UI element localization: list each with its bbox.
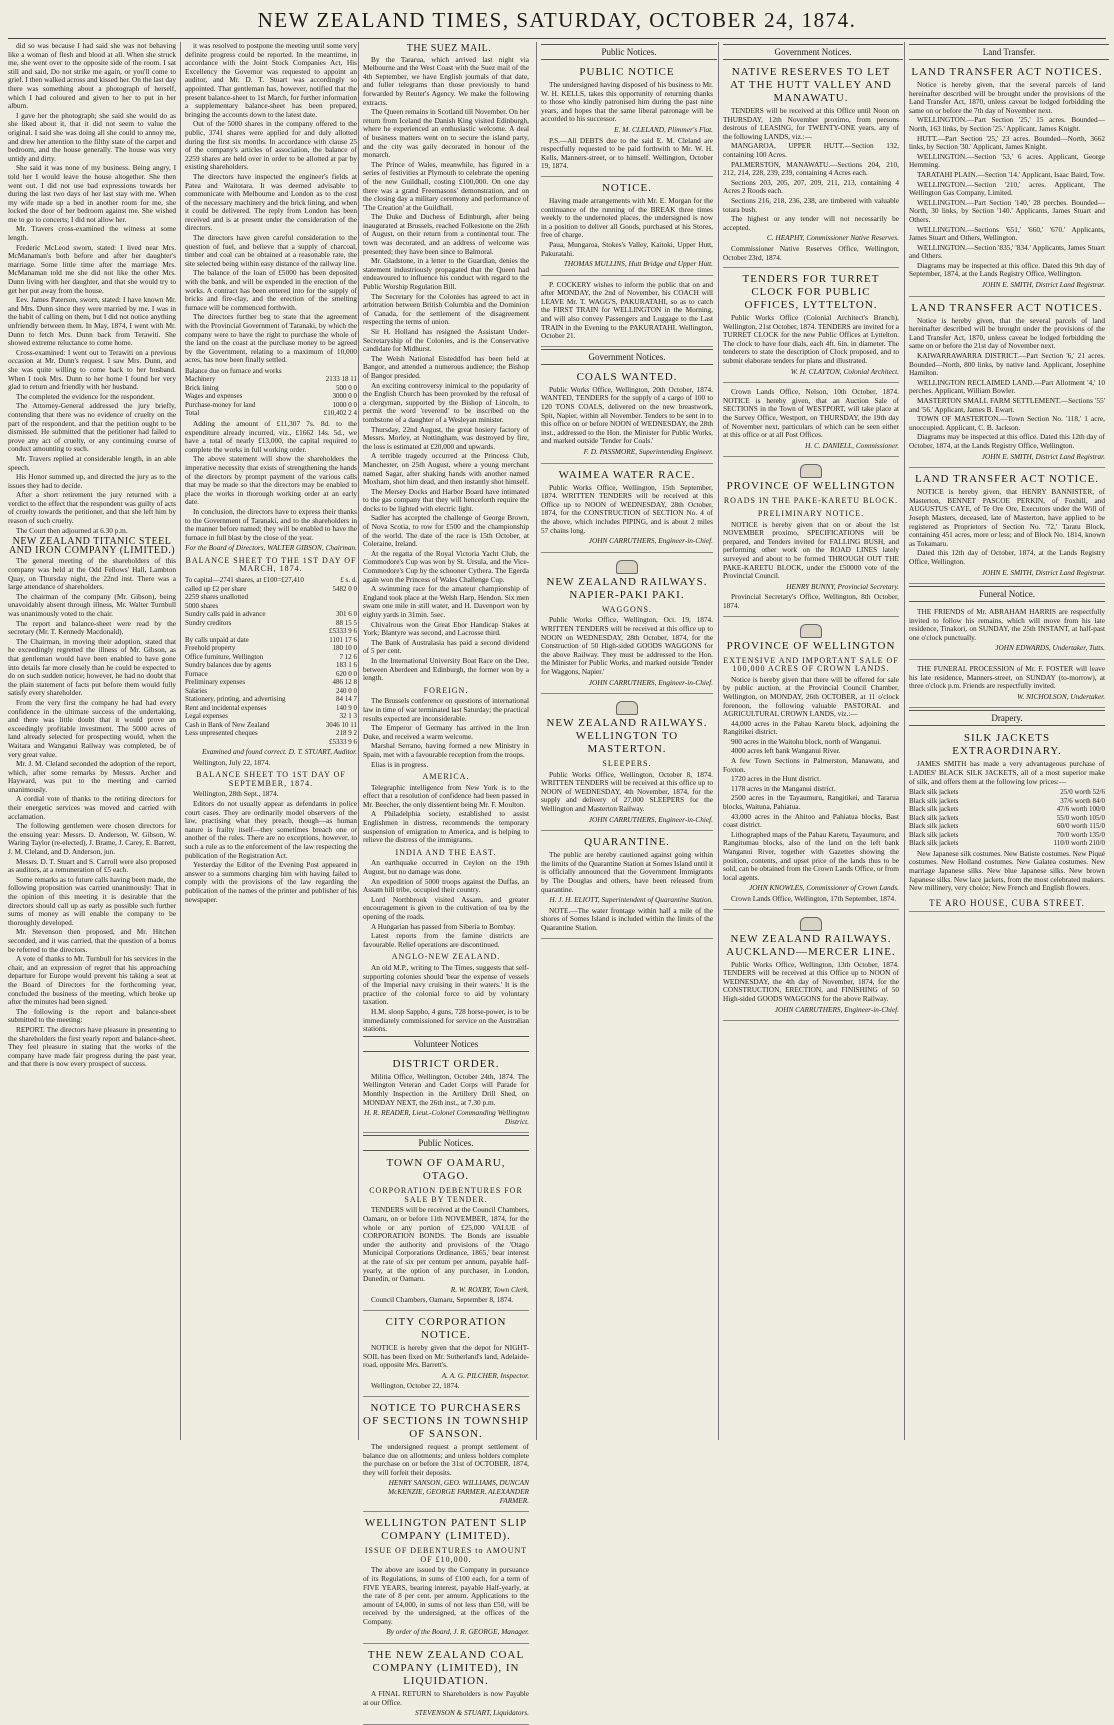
lt3-body: NOTICE is hereby given, that HENRY BANNISTER, of Masterton, BENNET PASCOE PERKIN, of Foxhill, and AUGUSTUS CAYE, of Te Ore Ore, Executors under the Will of Joseph Masters, deceased, late of Masterton, have applied to be registered as Proprietors of Section No. '72,' Taratu Block, containing 451 acres, more or less; and of Block No. 1814, known as Tokamaru. — [909, 487, 1105, 548]
paragraph: The Secretary for the Colonies has agreed to act in arbitration between British Columbia and the Dominion of Canada, for the settlement of the disagreement respecting the terms of union. — [363, 291, 529, 327]
oamaru-sig: R. W. ROXBY, Town Clerk. — [450, 1284, 529, 1294]
government-notices-header: Government Notices. — [723, 44, 903, 60]
paragraph: REPORT. The directors have pleasure in presenting to the shareholders the first yearly report and balance-sheet. They feel pleasure in stating that the works of the company have made fair progress during the past year, and that there is now every prospect of success. — [8, 1024, 176, 1069]
paragraph: By the Tararua, which arrived last night via Melbourne and the West Coast with the Suez mail of the 4th September, we have English journals of that date, and fuller telegrams than those previously to hand forwarded by Reuter's Agency. We make the following extracts. — [363, 54, 529, 107]
paragraph: The above statement will show the shareholders the imperative necessity that exists of strengthening the hands of the directors by prompt payment of the various calls that may be made so that the directors may be enabled to place the works in thorough working order at an early date. — [185, 454, 357, 507]
list-item: 1720 acres in the Hunt district. — [731, 774, 821, 784]
sheet-row: Furnace 620 0 0 — [185, 669, 357, 678]
sub-america: AMERICA. — [422, 772, 470, 782]
paragraph: The completed the evidence for the respondent. — [16, 391, 155, 401]
lt2-sig: JOHN E. SMITH, District Land Registrar. — [981, 451, 1105, 461]
pn2-places: Paua, Mungaroa, Stokes's Valley, Kaitoki, Upper Hutt, Pakuratahi. — [541, 239, 713, 258]
suez-body — [363, 56, 529, 683]
prov2-body2: Lithographed maps of the Pahau Karetu, Tayaumuru, and Rangitumau blocks, also of the land on the left bank Wanganui River, together with Gazettes showing the position, contents, and upset price of the lands thus to be sold, can be obtained from the Crown Lands Office, or from local agents. — [723, 829, 899, 882]
list-item: 43,000 acres in the Ahitoo and Pahiatua blocks, Bast coast district. — [723, 811, 899, 830]
lt1-note: Diagrams may be inspected at this office. Dated this 9th day of September, 1874, at the Lands Registry Office, Wellington. — [909, 260, 1105, 279]
waimea-ad — [541, 466, 713, 553]
column-6 — [904, 42, 1109, 1440]
paragraph: Out of the 5000 shares in the company offered to the public, 3741 shares were applied for and duly allotted during the first six months. In accordance with clause 25 of the company's articles of association, the balance of 2259 shares are held over in order to be allotted at par by existing shareholders. — [185, 119, 357, 172]
province-sale-ad — [723, 619, 899, 910]
price-row: Black silk jackets 47/6 worth 100/0 — [909, 805, 1105, 814]
sheet-row: Sundry calls paid in advance 301 6 0 — [185, 610, 357, 619]
list-item: WELLINGTON.—Sections '651,' '660,' '670.' Applicants, James Stuart and Others, Wellington. — [909, 224, 1105, 243]
price-row: Black silk jackets 70/0 worth 135/0 — [909, 830, 1105, 839]
quar-title: QUARANTINE. — [584, 836, 670, 849]
crown-sig: H. C. DANIELL, Commissioner. — [805, 440, 899, 450]
public-notice-3 — [541, 278, 713, 347]
sheet-row: 2259 shares unallotted — [185, 593, 248, 602]
list-item: TOWN OF MASTERTON.—Town Section No. '118,' 1 acre, unoccupied. Applicant, C. B. Jackson. — [909, 414, 1105, 432]
paragraph: The Queen remains in Scotland till November. On her return from Iceland the Danish King visited Edinburgh, where he experienced an enthusiastic welcome. A deal of business matters went on to secure the island party, and the city was gaily decorated in honour of the monarch. — [363, 107, 529, 160]
price-row: Black silk jackets 60/0 worth 115/0 — [909, 822, 1105, 831]
lt1-body: Notice is hereby given, that the several parcels of land hereinafter described will be brought under the provisions of the Land Transfer Act, 1870, unless caveat be lodged forbidding the same on or before the 7th day of November next. — [909, 80, 1105, 115]
native-date: Commissioner Native Reserves Office, Wellington, October 23rd, 1874. — [723, 243, 899, 262]
quar-sig: H. J. H. ELIOTT, Superintendent of Quarantine Station. — [549, 895, 713, 905]
heading-titanic: NEW ZEALAND TITANIC STEEL AND IRON COMPANY (LIMITED.) — [8, 536, 176, 556]
paragraph: From the very first the company he had had every confidence in the ultimate success of the undertaking, and there was little doubt that it would prove an exceedingly profitable investment. The 5000 acres of land already selected for prospecting would, when the Waitara and Wanganui Railway was completed, be of very great value. — [8, 697, 176, 759]
volunteer-notices-header: Volunteer Notices — [363, 1036, 529, 1052]
paragraph: Frederic McLeod sworn, stated: I lived near Mrs. McManaman's both before and after her daughter's marriage. Some little time after the marriage Mrs. McManaman told me she did not like the other Mrs. Dunn living with her daughter, and that she would try to get her put away from the house. — [8, 242, 176, 295]
list-item: 4000 acres left bank Wanganui River. — [731, 746, 841, 756]
paragraph: The Brussels conference on questions of international law in time of war terminated last Saturday; the practical results expected are inconsiderable. — [363, 696, 529, 723]
sheet-row: By calls unpaid at date 1101 17 6 — [185, 635, 357, 644]
slip-body: The above are issued by the Company in pursuance of its Regulations, in sums of £100 each, for a term of FIVE YEARS, bearing interest, payable Half-yearly, at the rate of 8 per cent. per annum. Applications to the amount of £4,000, in sums of not less than £50, will be received by the undersigned, at the offices of the Company. — [363, 1565, 529, 1626]
city-title: CITY CORPORATION NOTICE. — [385, 1316, 507, 1341]
paragraph: Sir H. Holland has resigned the Assistant Under-Secretaryship of the Colonies, and is the Conservative candidate for Midhurst. — [363, 327, 529, 354]
paragraph: The Prince of Wales, meanwhile, has figured in a series of festivities at Plymouth to celebrate the opening of the new Guildhall, costing £100,000. On one day there was a grand Freemasons' demonstration, and on the closing day a military ceremony and performance of 'The Creation' at the Guildhall. — [363, 159, 529, 212]
crest-icon — [616, 701, 638, 715]
paragraph: Some remarks as to future calls having been made, the following proposition was carried unanimously: That in the opinion of this meeting it is desirable that the directors should call up as early as possible such further sums of money as will enable the company to be thoroughly developed. — [8, 874, 176, 927]
land-transfer-2 — [909, 299, 1105, 469]
balance-table — [185, 367, 357, 418]
prov2-sub: EXTENSIVE AND IMPORTANT SALE OF 100,000 ACRES OF CROWN LANDS. — [723, 655, 899, 674]
lt2-list — [909, 352, 1105, 432]
lt2-body: Notice is hereby given, that the several parcels of land hereinafter described will be brought under the provisions of the Land Transfer Act, 1870, unless caveat be lodged forbidding the same on or before the 21st day of November next. — [909, 315, 1105, 351]
rail3-title: NEW ZEALAND RAILWAYS. AUCKLAND—MERCER LINE. — [726, 932, 896, 958]
fun1-body: THE FRIENDS of Mr. ABRAHAM HARRIS are respectfully invited to follow his remains, which will move from his late residence, Tinakori, on SUNDAY, the 25th INSTANT, at half-past one o'clock punctually. — [909, 607, 1105, 642]
paragraph: Mr. Travers cross-examined the witness at some length. — [8, 224, 176, 243]
lt2-title: LAND TRANSFER ACT NOTICES. — [911, 301, 1103, 314]
crest-icon — [800, 464, 822, 478]
column-2 — [180, 42, 357, 1440]
fun1-sig: JOHN EDWARDS, Undertaker, Tutts. — [995, 643, 1105, 653]
sheet-row: Sundry creditors 88 15 5 — [185, 618, 357, 627]
sheet-row: 5000 shares — [185, 601, 219, 610]
pn2-sig: THOMAS MULLINS, Hutt Bridge and Upper Hutt. — [563, 259, 713, 269]
turret-title: TENDERS FOR TURRET CLOCK FOR PUBLIC OFFICES, LYTTELTON. — [742, 273, 880, 312]
public-notice-2 — [541, 179, 713, 276]
drap-list: New Japanese silk costumes. New Batiste costumes. New Piqué costumes. New Holland costumes. New Galatea costumes. New marriage Japanese silks. New blue Japanese silks. New brown Japanese silks. New lace jackets, from the most celebrated makers. New millinery, very choice; New French and English flowers. — [909, 848, 1105, 893]
paragraph: The Bank of Australasia has paid a second dividend of 5 per cent. — [363, 637, 529, 656]
price-row: Black silk jackets 55/0 worth 105/0 — [909, 813, 1105, 822]
paragraph: The Duke and Duchess of Edinburgh, after being inaugurated at Brussels, reached Folkestone on the 26th of August, on their return from a continental tour. The town was decorated, and an address of welcome was presented; they have been since to Balmoral. — [363, 212, 529, 256]
paragraph: Latest reports from the famine districts are favourable. Relief operations are discontinued. — [363, 931, 529, 949]
date-1: Wellington, July 22, 1874. — [193, 757, 271, 767]
list-item: WELLINGTON.—Section '835,' '834.' Applicants, James Stuart and Others. — [909, 242, 1105, 261]
paragraph: In conclusion, the directors have to express their thanks to the Government of Taranaki, and to the shareholders in the manner before named; they will be enabled to have the furnace in full blast by the close of the year. — [185, 506, 357, 542]
list-item: 900 acres in the Waitohu block, north of Wanganui. — [731, 736, 882, 746]
list-item: 2500 acres in the Tayaumuru, Rangitikei, and Tararua blocks, Waituna, Pahiatua. — [723, 793, 899, 812]
native-reserves-ad — [723, 63, 899, 268]
quarantine-ad — [541, 833, 713, 938]
list-item: HUTT.—Part Section '25,' 23 acres. Bounded—North, 3662 links, by Section '30.' Applicant, James Knight. — [909, 133, 1105, 152]
balance-row: Purchase-money for land 1000 0 0 — [185, 400, 357, 409]
balance-row: Total £10,402 2 4 — [185, 409, 357, 418]
slip-title: WELLINGTON PATENT SLIP COMPANY (LIMITED). — [364, 1517, 528, 1543]
funeral-1 — [909, 605, 1105, 660]
list-item: TARATAHI PLAIN.—Section '14.' Applicant, Isaac Baird, Tow. — [917, 169, 1105, 179]
sheet-title: BALANCE SHEET TO THE 1ST DAY OF MARCH, 1874. — [185, 555, 357, 574]
paragraph: Eev. James Paterson, sworn, stated: I have known Mr. and Mrs. Dunn since they were married by me. I was in the habit of calling on them, but I did not notice anything unfriendly between them. In May, 1874, I went with Mr. Dunn to fetch Mrs. Dunn back from Terawiti. She showed extreme reluctance to come home. — [8, 295, 176, 348]
board-signature: For the Board of Directors, WALTER GIBSON, Chairman. — [185, 543, 357, 553]
balance-title: Balance due on furnace and works — [185, 366, 282, 375]
coals-body: Public Works Office, Wellington, 20th October, 1874. WANTED, TENDERS for the supply of a cargo of 100 to 120 TONS COALS, delivered on the new breastwork, Spit, Napier, within all November. Tenders to be sent in to this office on or before NOON of WEDNESDAY, the 28th inst., addressed to the Hon. the Minister for Public Works, and marked outside 'Tender for Coals.' — [541, 384, 713, 446]
list-item: Sections 203, 205, 207, 209, 211, 213, containing 4 Acres 2 Roods each. — [723, 177, 899, 196]
sheet-row: Salaries 240 0 0 — [185, 686, 357, 695]
list-item: MANGAROA, UPPER HUTT.—Section 132, containing 100 Acres. — [723, 141, 899, 159]
paragraph: The chairman of the company (Mr. Gibson), being unavoidably absent through illness, Mr. Walter Turnbull was unanimously voted to the chair. — [8, 591, 176, 618]
price-list — [909, 788, 1105, 848]
column-1-body — [8, 42, 176, 535]
rail2-sig: JOHN CARRUTHERS, Engineer-in-Chief. — [588, 814, 713, 824]
public-notices-header: Public Notices. — [541, 44, 717, 60]
paragraph: The Welsh National Eisteddfod has been held at Bangor, and attended a numerous audience; the Bishop of Bangor presided. — [363, 353, 529, 380]
paragraph: H.M. sloop Sappho, 4 guns, 728 horse-power, is to be immediately commissioned for service on the Australian stations. — [363, 1006, 529, 1034]
oamaru-ad — [363, 1154, 529, 1311]
price-row: Black silk jackets 37/6 worth 84/0 — [909, 796, 1105, 805]
public-notices-header-3: Public Notices. — [363, 1135, 529, 1151]
paragraph: An old M.P., writing to The Times, suggests that self-supporting colonies should 'bear the expense of vessels of the Imperial navy cruising in their waters.' It is the practice of the colonial force to aid by voluntary taxation. — [363, 962, 529, 1007]
prov1-sig: HENRY BUNNY, Provincial Secretary. — [786, 581, 899, 591]
sanson-ad — [363, 1399, 529, 1512]
column-4 — [536, 42, 717, 1440]
paragraph: The directors have inspected the engineer's fields at Patea and Waitotara. It was deemed advisable to communicate with Melbourne and London as to the cost of the necessary machinery and the brick lining, and when it could be delivered. The reply from London has been received and is at present under the consideration of the directors. — [185, 171, 357, 233]
list-item: A few Town Sections in Palmerston, Manawatu, and Foxton. — [723, 756, 899, 774]
province-roads-ad — [723, 459, 899, 616]
paragraph: An exciting controversy inimical to the popularity of the English Church has been provoked by the refusal of a clergyman, supported by the Bishop of Lincoln, to permit the word 'reverend' to be inscribed on the tombstone of a daughter of a Wesleyan minister. — [363, 380, 529, 424]
district-order-title: DISTRICT ORDER. — [392, 1057, 500, 1070]
paragraph: Telegraphic intelligence from New York is to the effect that a resolution of confidence had been passed in Mr. Beecher, the only dissentient being Mr. F. Moulton. — [363, 782, 529, 809]
drap-body: JAMES SMITH has made a very advantageous purchase of LADIES' BLACK SILK JACKETS, all of a most superior make of silk, and offers them at the following low prices:— — [909, 759, 1105, 786]
funeral-notice-header: Funeral Notice. — [909, 586, 1105, 602]
price-row: Black silk jackets 25/0 worth 52/6 — [909, 788, 1105, 797]
lt1-sig: JOHN E. SMITH, District Land Registrar. — [981, 280, 1105, 290]
balance-row: Brick lining 500 0 0 — [185, 383, 357, 392]
price-row: Black silk jackets 110/0 worth 210/0 — [909, 839, 1105, 848]
sheet2-title: BALANCE SHEET TO 1ST DAY OF SEPTEMBER, 1874. — [196, 770, 346, 788]
native-title: NATIVE RESERVES TO LET AT THE HUTT VALLEY AND MANAWATU. — [730, 66, 892, 104]
column-3 — [358, 42, 535, 1718]
paragraph: A cordial vote of thanks to the retiring directors for their energetic services was moved and carried with acclamation. — [8, 794, 176, 821]
rail1-sig: JOHN CARRUTHERS, Engineer-in-Chief. — [588, 677, 713, 687]
paragraph: A vote of thanks to Mr. Turnbull for his services in the chair, and an expression of regret that his approaching departure for Europe would prevent his taking a seat at the Board of Directors for the forthcoming year, concluded the business of the meeting, which broke up after the minutes had been signed. — [8, 954, 176, 1007]
oamaru-title: TOWN OF OAMARU, OTAGO. — [386, 1157, 506, 1183]
sheet-row: Less unpresented cheques 218 9 2 — [185, 729, 357, 738]
district-order-body: Militia Office, Wellington, October 24th, 1874. The Wellington Veteran and Cadet Corps will Parade for Monthly Inspection in the Artillery Drill Shed, on MONDAY NEXT, the 26th inst., at 7.30 p.m. — [363, 1071, 529, 1107]
heading-suez-mail: THE SUEZ MAIL. — [406, 43, 492, 54]
paragraph: Adding the amount of £11,307 7s. 8d. to the expenditure already incurred, viz., £1662 14s. 5d., we have a total of nearly £13,000, the capital required to complete the works in full working order. — [185, 418, 357, 454]
lt1-title: LAND TRANSFER ACT NOTICES. — [911, 66, 1103, 78]
paragraph: His Honor summed up, and directed the jury as to the issues they had to decide. — [8, 472, 176, 490]
coal-sig: STEVENSON & STUART, Liquidators. — [415, 1708, 529, 1718]
balance-row: Wages and expenses 3000 0 0 — [185, 392, 357, 401]
drapery-ad — [909, 729, 1105, 912]
closing-para-2: Yesterday the Editor of the Evening Post appeared in answer to a summons charging him with having failed to comply with the provisions of the law regarding the publication of the names of the printer and publisher of his newspaper. — [185, 860, 357, 904]
paragraph: The Mersey Docks and Harbor Board have intimated to the gas company that they will henceforth require the docks to be lighted with electric light. — [363, 486, 529, 513]
coal-body: A FINAL RETURN to Shareholders is now Payable at our Office. — [363, 1689, 529, 1707]
pn1-ps: P.S.—All DEBTS due to the said E. M. Cleland are respectfully requested to be paid forthwith to Mr. W. H. Kells, Manners-street, or to himself. Wellington, October 19, 1874. — [541, 135, 713, 171]
list-item: WELLINGTON.—Section '210,' acres. Applicant, The Wellington Gas Company, Limited. — [909, 179, 1105, 198]
coal-company-ad — [363, 1646, 529, 1725]
paragraph: At the regatta of the Royal Victoria Yacht Club, the Commodore's Cup was won by St. Ursula, and the Vice-Commodore's Cup by the schooner Cythera. The Egerda again won the Princess of Wales Challenge Cup. — [363, 548, 529, 584]
masthead: NEW ZEALAND TIMES, SATURDAY, OCTOBER 24, 1874. — [257, 8, 857, 32]
paragraph: The directors further beg to state that the agreement with the Provincial Government of Taranaki, by which the company were to have the right to purchase the whole of the land on the coast at the purchase money to be agreed by the Government, relating to a maximum of 10,000 acres, has now been finally settled. — [185, 312, 357, 365]
crest-icon — [616, 560, 638, 574]
oamaru-body: TENDERS will be received at the Council Chambers, Oamaru, on or before 11th NOVEMBER, 1874, for the whole or any portion of £25,000 VALUE of CORPORATION BONDS. The Bonds are issuable under the authority and provisions of the 'Otago Municipal Corporations Ordinance, 1865,' bear interest at the rate of six per centum per annum, payable half-yearly, at the option of any purchaser, in London, Dunedin, or Oamaru. — [363, 1205, 529, 1284]
coals-wanted-ad — [541, 368, 713, 464]
paragraph: Marshal Serrano, having formed a new Ministry in Spain, met with a favourable reception from the troops. — [363, 741, 529, 759]
crown-lands-ad — [723, 385, 899, 457]
pn2-title: NOTICE. — [601, 181, 653, 194]
paragraph: The Chairman, in moving their adoption, stated that he exceedingly regretted the illness of Mr. Gibson, as that gentleman would have been enabled to have gone into details far more closely than he could be expected to do on such sudden notice; however, he had no doubt that the plain statement of facts put before them would fully satisfy every shareholder. — [8, 636, 176, 698]
rail1-sub: WAGGONS. — [602, 604, 652, 614]
turret-body: Public Works Office (Colonial Architect's Branch), Wellington, 21st October, 1874. TENDERS are invited for a TURRET CLOCK for the new Public Offices at Lyttelton. The clock to have four dials, each 4ft. 6in. in diameter. The tenderers to state the description of Clock proposed, and to submit elaborate tenders for plans and illustrated. — [723, 313, 899, 366]
native-sig: C. HEAPHY, Commissioner Native Reserves. — [766, 233, 899, 243]
sheet-row: Preliminary expenses 486 12 8 — [185, 678, 357, 687]
coals-title: COALS WANTED. — [576, 370, 678, 383]
native-list — [723, 142, 899, 214]
drap-title: SILK JACKETS EXTRAORDINARY. — [952, 732, 1062, 758]
sheet-row: Office furniture, Wellington 7 12 6 — [185, 652, 357, 661]
sheet-row: £5333 9 6 — [329, 627, 357, 636]
paragraph: The following is the report and balance-sheet submitted to the meeting: — [8, 1006, 176, 1025]
foreign-body — [363, 697, 529, 769]
rail2-title: NEW ZEALAND RAILWAYS. WELLINGTON TO MASTERTON. — [546, 717, 708, 756]
rail1-title: NEW ZEALAND RAILWAYS. NAPIER-PAKI PAKI. — [546, 575, 708, 601]
paragraph: A terrible tragedy occurred at the Princess Club, Manchester, on 25th August, where a young merchant named Sagar, after shaking hands with another named Moxham, shot him dead, and then instantly shot himself. — [363, 451, 529, 487]
sheet-table — [185, 576, 357, 746]
prov2-date: Crown Lands Office, Wellington, 17th September, 1874. — [731, 893, 897, 903]
paragraph: I gave her the photograph; she said she would do as she liked about it, that it did not seem to value the original. I said she was doing all she could to annoy me, and drew her attention to the filthy state of the carpet and bedroom, and the house generally. The house was very untidy and dirty. — [8, 110, 176, 163]
column-5 — [718, 42, 903, 1440]
paragraph: Cross-examined: I went out to Terawiti on a previous occasion at Mr. Dunn's request. I saw Mrs. Dunn, and she was quite willing to come back to her husband. When I took Mrs. Dunn to her home I found her very glad to return and friendly with her husband. — [8, 347, 176, 392]
sub-foreign: FOREIGN. — [423, 685, 469, 695]
paragraph: The report and balance-sheet were read by the secretary (Mr. T. Kennedy Macdonald). — [8, 618, 176, 637]
government-notices-header-4: Government Notices. — [541, 349, 713, 365]
oamaru-date: Council Chambers, Oamaru, September 8, 1874. — [371, 1295, 514, 1305]
sanson-body: The undersigned request a prompt settlement of balance due on allotments; and unless holders complete the purchase on or before the 31st of OCTOBER, 1874, they will forfeit their deposits. — [363, 1441, 529, 1477]
lt3-title: LAND TRANSFER ACT NOTICE. — [914, 473, 1100, 486]
paragraph: The Emperor of Germany has arrived in the Iron Duke, and received a warm welcome. — [363, 723, 529, 741]
pn1-sig: E. M. CLELAND, Plimmer's Flat. — [614, 124, 713, 134]
list-item: WELLINGTON RECLAIMED LAND.—Part Allotment '4,' 10 perches. Applicant, William Bowler. — [909, 377, 1105, 396]
crest-icon — [800, 917, 822, 931]
paragraph: The directors have given careful consideration to the question of fuel, and believe that a supply of charcoal, timber and coal can be obtained at a reasonable rate, the site selected being within easy distance of the railway line. — [185, 233, 357, 268]
pn1-title: PUBLIC NOTICE — [579, 66, 675, 78]
waimea-body: Public Works Office, Wellington, 15th September, 1874. WRITTEN TENDERS will be received at this Office up to NOON of WEDNESDAY, 28th October, 1874, for the CONSTRUCTION of SECTION No. 4 of the above, which includes PIPING, and is about 2 miles 57 chains long. — [541, 482, 713, 535]
paragraph: Messrs. D. T. Stuart and S. Carroll were also proposed as auditors, at a remuneration of £5 each. — [8, 856, 176, 875]
crown-body: Crown Lands Office, Nelson, 10th October, 1874. NOTICE is hereby given, that an Auction Sale of SECTIONS in the Town of WESTPORT, will take place at the Survey Office, Westport, on THURSDAY, the 19th day of November next, particulars of which can be seen either at this office or at all Post Offices. — [723, 387, 899, 440]
slip-sub: ISSUE OF DEBENTURES to AMOUNT OF £10,000. — [364, 1546, 528, 1564]
patent-slip-ad — [363, 1514, 529, 1644]
sheet-row: £5333 9 6 — [329, 737, 357, 746]
list-item: PALMERSTON, MANAWATU.—Sections 204, 210, 212, 214, 228, 239, 239, containing 4 Acres each. — [723, 159, 899, 178]
paragraph: A swimming race for the amateur championship of England took place at the Welsh Harp, Hendon. Six men swam one mile in still water, and H. Davenport won by eighty yards in 31min. 5sec. — [363, 584, 529, 619]
closing-para: Editors do not usually appear as defendants in police court cases. They are ordinarily model observers of the law, practising what they preach, though—as human nature is frailty itself—they sometimes breach one or another of the rules. There are no exceptions, however, to such a rule as to the enforcement of the law respecting the publication of the Registration Act. — [185, 799, 357, 860]
paragraph: She said it was none of my business. Being angry, I told her I would leave the house altogether. She then went out. I did not use bad expressions towards her during the last two days of her last stay with me. When my wife made up a bed in another room for me, she locked the door of her bedroom against me. She wished me to go to concerts; I did not allow her. — [8, 163, 176, 224]
paragraph: An earthquake occurred in Ceylon on the 19th August, but no damage was done. — [363, 858, 529, 877]
column-2-body — [185, 42, 357, 365]
list-item: 1178 acres in the Manganui district. — [731, 783, 836, 793]
rail1-body: Public Works Office, Wellington, Oct. 19, 1874. WRITTEN TENDERS will be received at this office up to NOON on WEDNESDAY, 28th October, 1874, for the Construction of 50 High-sided GOODS WAGGONS for the above Railway. They must be addressed to the Hon. the Minister for Public Works, and marked outside 'Tender for Waggons, Napier.' — [541, 615, 713, 676]
railways-napier-ad — [541, 555, 713, 694]
america-body — [363, 784, 529, 845]
city-body: NOTICE is hereby given that the depot for NIGHT-SOIL has been fixed on Mr. Sutherland's land, Adelaide-road, opposite Mrs. Barrett's. — [363, 1343, 529, 1370]
quar-body: The public are hereby cautioned against going within the limits of the Quarantine Station at Somes Island until it is officially announced that the Government Immigrants by The Douglas and others, have been released from quarantine. — [541, 850, 713, 894]
paragraph: Mr. Stevenson then proposed, and Mr. Hitchen seconded, and it was carried, that the question of a bonus be referred to the directors. — [8, 927, 176, 954]
paragraph: Mr. Travers replied at considerable length, in an able speech. — [8, 453, 176, 472]
rail2-body: Public Works Office, Wellington, October 8, 1874. WRITTEN TENDERS will be received at this office up to NOON of WEDNESDAY, 4th November, 1874, for the supply and delivery of 27,000 SLEEPERS for the Wellington and Masterton Railway. — [541, 769, 713, 814]
lt1-list — [909, 116, 1105, 261]
fun2-sig: W. NICHOLSON, Undertaker. — [1017, 691, 1105, 701]
list-item: WELLINGTON.—Section '53,' 6 acres. Applicant, George Hemming. — [909, 151, 1105, 170]
sub-india: INDIA AND THE EAST. — [395, 847, 497, 857]
prov2-sig: JOHN KNOWLES, Commissioner of Crown Lands. — [749, 883, 899, 893]
district-order-sig: H. R. READER, Lieut.-Colonel Commanding Wellington District. — [364, 1108, 529, 1126]
paragraph: it was resolved to postpone the meeting until some very definite progress could be reported. In the meantime, in accordance with the Joint Stock Companies Act, His Excellency the Governor was requested to appoint an auditor, and Mr. D. T. Stuart was accordingly so appointed. That gentleman has, however, notified that the present balance-sheet to 1st March, for further information a supplementary balance-sheet has been prepared, bringing the accounts down to the latest date. — [185, 41, 357, 119]
column-1 — [8, 42, 176, 1440]
waimea-sig: JOHN CARRUTHERS, Engineer-in-Chief. — [588, 536, 713, 546]
column-2-body-2 — [185, 420, 357, 542]
paragraph: In the International University Boat Race on the Dee, between Aberdeen and Edinburgh, the former won by a length. — [363, 655, 529, 683]
pn1-body: The undersigned having disposed of his business to Mr. W. H. KELLS, takes this opportunity of returning thanks to those who kindly patronised him during the past nine years, and hopes that the same liberal patronage will be accorded to his successor. — [541, 80, 713, 124]
column-1-body-2 — [8, 557, 176, 1068]
sheet-row: Legal expenses 32 1 3 — [185, 712, 357, 721]
district-order-ad — [363, 1055, 529, 1134]
sheet-row: called up £2 per share 5482 0 0 — [185, 584, 357, 593]
prov2-list — [723, 720, 899, 830]
masthead-rule — [8, 38, 1106, 39]
paragraph: Sadler has accepted the challenge of George Brown, of Nova Scotia, to row for £500 and the championship of the world. The date of the race is 15th October, at Coleraine, Ireland. — [363, 513, 529, 549]
sheet-row: Sundry balances due by agents 183 1 6 — [185, 661, 357, 670]
list-item: Sections 216, 218, 236, 238, are timbered with valuable totara bush. — [723, 195, 899, 214]
land-transfer-3 — [909, 470, 1105, 584]
paragraph: The balance of the loan of £5000 has been deposited with the bank, and will be expended in the erection of the works. A contract has been entered into for the supply of bricks and fire-clay, and the erection of the smelting furnace will be commenced forthwith. — [185, 268, 357, 312]
funeral-2 — [909, 662, 1105, 708]
native-note: The highest or any tender will not necessarily be accepted. — [723, 214, 899, 232]
turret-sig: W. H. CLAYTON, Colonial Architect. — [790, 366, 899, 376]
sanson-names: HENRY SANSON, GEO. WILLIAMS, DUNCAN McKENZIE, GEORGE FARMER, ALEXANDER FARMER. — [388, 1478, 529, 1505]
coal-title: THE NEW ZEALAND COAL COMPANY (LIMITED), IN LIQUIDATION. — [367, 1649, 525, 1688]
auditor-signature: Examined and found correct. D. T. STUART, Auditor. — [202, 747, 357, 757]
paragraph: The general meeting of the shareholders of this company was held at the Odd Fellows' Hall, Lambton Quay, on Thursday night, the 22nd inst. There was a large attendance of shareholders. — [8, 556, 176, 592]
list-item: 44,000 acres in the Pahau Karetu block, adjoining the Rangitikei district. — [723, 718, 899, 737]
paragraph: Lord Northbrook visited Assam, and greater encouragement is given to the cultivation of tea by the opening of the roads. — [363, 894, 529, 921]
slip-sig: By order of the Board, J. R. GEORGE, Manager. — [386, 1627, 529, 1637]
rail3-body: Public Works Office, Wellington, 13th October, 1874. TENDERS will be received at this Office up to NOON of WEDNESDAY, the 4th day of November, 1874, for the CONSTRUCTION, ERECTION, and FINISHING of 50 High-sided GOODS WAGGONS for the above Railway. — [723, 959, 899, 1003]
coals-sig: F. D. PASSMORE, Superintending Engineer. — [583, 447, 713, 456]
sheet-row: Freehold property 180 10 0 — [185, 644, 357, 653]
paragraph: Mr. Gladstone, in a letter to the Guardian, denies the statement industriously propagated that the Queen had endeavoured to influence his conduct with regard to the Public Worship Regulation Bill. — [363, 256, 529, 292]
paragraph: The Court then adjourned at 6.30 p.m. — [16, 525, 128, 535]
paragraph: The Attorney-General addressed the jury briefly, contending that there was no evidence of cruelty on the part of the respondent, and that the petition ought to be dismissed. He submitted that the petitioner had failed to prove any act of cruelty, or any continuing course of conduct amounting to such. — [8, 401, 176, 454]
paragraph: Chivalrous won the Great Ebor Handicap Stakes at York; Blantyre was second, and Lacrosse third. — [363, 619, 529, 638]
city-notice-ad — [363, 1313, 529, 1397]
rail3-sig: JOHN CARRUTHERS, Engineer-in-Chief. — [774, 1004, 899, 1014]
paragraph: Elias is in progress. — [371, 759, 429, 769]
prov1-date: Provincial Secretary's Office, Wellington, 8th October, 1874. — [723, 592, 899, 610]
sanson-title: NOTICE TO PURCHASERS OF SECTIONS IN TOWNSHIP OF SANSON. — [363, 1401, 529, 1440]
list-item: MASTERTON SMALL FARM SETTLEMENT.—Sections '55' and '56.' Applicant, James B. Ewart. — [909, 396, 1105, 414]
fun2-body: THE FUNERAL PROCESSION of Mr. F. FOSTER will leave his late residence, Manners-street, on SUNDAY (to-morrow), at three o'clock p.m. Friends are respectfully invited. — [909, 664, 1105, 691]
pn3-body: P. COCKERY wishes to inform the public that on and after MONDAY, the 2nd of November, his COACH will LEAVE Mr. T. WAGG'S, PAKURATAHI, so as to catch the FIRST TRAIN for WELLINGTON in the Morning, and will also convey Passengers and Luggage to the Last TRAIN in the Evening to the PAKURATAHI. Wellington, October 21. — [541, 279, 713, 341]
prov2-body: Notice is hereby given that there will be offered for sale by public auction, at the Provincial Council Chamber, Wellington, on MONDAY, 26th OCTOBER, at 11 o'clock forenoon, the following valuable PASTORAL and AGRICULTURAL CROWN LANDS, viz.:— — [723, 674, 899, 719]
land-transfer-1 — [909, 63, 1105, 297]
balance-row: Machinery 2133 18 11 — [185, 375, 357, 384]
sheet-row: Cash in Bank of New Zealand 3046 10 11 — [185, 720, 357, 729]
sheet-row: To capital—2741 shares, at £100=£27,410 £ s. d. — [185, 576, 357, 585]
store-name: TE ARO HOUSE, CUBA STREET. — [929, 897, 1085, 908]
paragraph: A Hungarian has passed from Siberia to Bombay. — [371, 921, 516, 931]
lt3-sig: JOHN E. SMITH, District Land Registrar. — [981, 567, 1105, 577]
prov2-title: PROVINCE OF WELLINGTON — [726, 639, 896, 652]
paragraph: The following gentlemen were chosen directors for the ensuing year: Messrs. D. Anderson, W. Gibson, W. Waring Taylor (re-elected), J. Brame, J. Carey, E. Barrett, J. M. Cleland, and D. Anderson, jun. — [8, 821, 176, 857]
city-sig: A. A. G. PILCHER, Inspector. — [441, 1370, 529, 1380]
prov1-sub2: PRELIMINARY NOTICE. — [757, 509, 865, 518]
prov1-body: NOTICE is hereby given that on or about the 1st NOVEMBER proximo, SPECIFICATIONS will be prepared, and Tenders invited for FALLING BUSH, and performing other work on the ROAD LINES lately surveyed and about to be formed THROUGH OUT THE PAKE-KARETU BLOCK, under the £50000 vote of the Provincial Council. — [723, 519, 899, 581]
rail2-sub: SLEEPERS. — [602, 759, 652, 769]
lt3-note: Dated this 12th day of October, 1874, at the Lands Registry Office, Wellington. — [909, 548, 1105, 566]
turret-clock-ad — [723, 270, 899, 383]
prov1-title: PROVINCE OF WELLINGTON — [726, 480, 896, 493]
drapery-header: Drapery. — [909, 710, 1105, 726]
list-item: WELLINGTON.—Part Section '25,' 15 acres. Bounded—North, 163 links, by Section '25.' Applicant, James Knight. — [909, 115, 1105, 133]
paragraph: After a short retirement the jury returned with a verdict to the effect that the respondent was guilty of acts of cruelty towards the petitioner, and that she left him by reason of such cruelty. — [8, 490, 176, 526]
date-2: Wellington, 28th Sept., 1874. — [193, 789, 279, 799]
list-item: WELLINGTON.—Part Section '140,' 28 perches. Bounded—North, 30 links, by Section '140.' Applicants, James Stuart and Others. — [909, 197, 1105, 224]
list-item: KAIWARRAWARRA DISTRICT.—Part Section '6,' 21 acres. Bounded—North, 800 links, by native land. Applicant, Josephine Hamilton. — [909, 351, 1105, 378]
paragraph: did so was because I had said she was not behaving like a woman of flesh and blood at all. When she struck me, she went over to the opposite side of the room. I sat still and said, Do not strike me again, or you'll come to grief. I then walked across and kissed her. On the last day there was something about a photograph of herself, which I had coloured and given to her to put in her album. — [8, 41, 176, 111]
native-body: TENDERS will be received at this Office until Noon on THURSDAY, 12th November proximo, from persons desirous of LEASING, for TWENTY-ONE years, any of the following LANDS, viz.:— — [723, 106, 899, 141]
anglo-body — [363, 964, 529, 1034]
railways-auckland-ad — [723, 912, 899, 1022]
paragraph: Mr. J. M. Cleland seconded the adoption of the report, which, after some remarks by Messrs. Archer and Hayward, was put to the meeting and carried unanimously. — [8, 759, 176, 794]
oamaru-sub: CORPORATION DEBENTURES FOR SALE BY TENDER. — [369, 1186, 523, 1204]
city-date: Wellington, October 22, 1874. — [371, 1381, 460, 1391]
crest-icon — [800, 624, 822, 638]
paragraph: An expedition of 5000 troops against the Duffas, an Assam hill tribe, occupied their country. — [363, 876, 529, 895]
waimea-title: WAIMEA WATER RACE. — [558, 468, 696, 481]
paragraph: Thursday, 22nd August, the great hosiery factory of Messrs. Morley, at Nottingham, was destroyed by fire, the loss is estimated at £20,000 and upwards. — [363, 424, 529, 451]
lt2-note: Diagrams may be inspected at this office. Dated this 12th day of October, 1874, at the Lands Registry Office, Wellington. — [909, 432, 1105, 450]
railways-masterton-ad — [541, 696, 713, 831]
quar-note: NOTE.—The water frontage within half a mile of the shores of Somes Island is included within the limits of the Quarantine Station. — [541, 905, 713, 932]
sheet-row: Stationery, printing, and advertising 84 14 7 — [185, 695, 357, 704]
sub-anglo: ANGLO-NEW ZEALAND. — [391, 952, 501, 962]
india-body — [363, 859, 529, 949]
prov1-sub: ROADS IN THE PAKE-KARETU BLOCK. — [723, 496, 899, 506]
paragraph: A Philadelphia society, established to assist Englishmen in distress, recommends the temporary suspension of emigration to America, and is helping to relieve the distress of the immigrants. — [363, 809, 529, 845]
pn2-body: Having made arrangements with Mr. E. Morgan for the continuance of the running of the BREAK three times weekly to the undernoted places, the undersigned is now in a position to deliver all Goods, purchased at his Stores, free of charge. — [541, 195, 713, 240]
land-transfer-header: Land Transfer. — [909, 44, 1109, 60]
public-notice-1 — [541, 63, 713, 177]
sheet-row: Rent and incidental expenses 140 9 0 — [185, 703, 357, 712]
